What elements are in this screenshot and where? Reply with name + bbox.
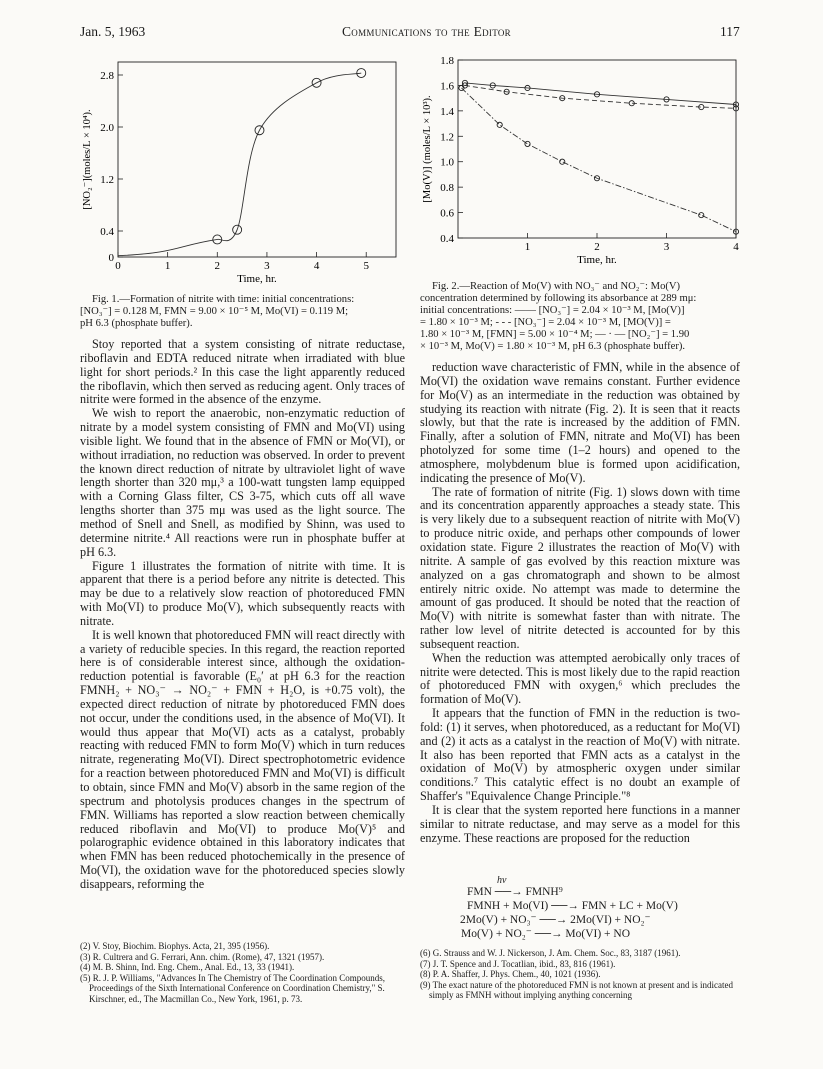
y-tick-label: 0.8 (440, 182, 454, 195)
y-tick-label: 1.2 (440, 131, 454, 144)
x-tick-label: 4 (313, 260, 320, 272)
footnote: (3) R. Cultrera and G. Ferrari, Ann. chim. (Rome), 47, 1321 (1957). (80, 951, 325, 962)
paragraph: It is well known that photoreduced FMN will react directly with a variety of reducible species. In this regard, the reaction reported here is of considerable interest since, although the oxidation-reduction potential is favorable (E₀′ at pH 6.3 for the reaction FMNH₂ + NO₃⁻ → NO₂⁻ + FMN + H₂O, is +0.75 volt), the expected direct reduction of nitrate by photoreduced FMN does not occur, under the conditions used, in the absence of Mo(VI). It would thus appear that Mo(VI) acts as a catalyst, probably reacting with reduced FMN to form Mo(V) which in turn reduces nitrate, regenerating Mo(VI). Direct spectrophotometric evidence for a reaction between photoreduced FMN and Mo(VI) is difficult to obtain, since FMN and Mo(V) absorb in the same region of the spectrum and photolysis produces changes in the spectrum of FMN. Williams has reported a slow reaction between chemically reduced riboflavin and Mo(VI) to produce Mo(V)⁵ and polarographic evidence obtained in this laboratory indicates that when FMN has been reduced photochemically in the presence of Mo(VI), the oxidation wave for the photoreduced species slowly disappears, reforming the (80, 627, 405, 891)
y-tick-label: 0.6 (440, 207, 454, 220)
figure-2-caption-line: initial concentrations: —— [NO₃⁻] = 2.04 × 10⁻³ M, [Mo(V)] (420, 305, 685, 317)
x-tick-label: 2 (594, 241, 600, 253)
page-number: 117 (720, 24, 740, 39)
y-tick-label: 1.6 (440, 80, 454, 93)
reaction-3: 2Mo(V) + NO₃⁻ ──→ 2Mo(VI) + NO₂⁻ (460, 914, 651, 926)
series-line (461, 88, 736, 232)
y-tick-label: 0.4 (440, 233, 454, 245)
figure-2-caption-line: = 1.80 × 10⁻³ M; - - - [NO₃⁻] = 2.04 × 10⁻³ M, [MO(V)] = (420, 317, 671, 329)
left-column-text (80, 338, 405, 898)
x-tick-label: 0 (115, 260, 121, 272)
footnote: (9) The exact nature of the photoreduced FMN is not known at present and is indicated simply as FMNH without implying anything concerning (420, 979, 733, 1001)
reaction-4: Mo(V) + NO₂⁻ ──→ Mo(VI) + NO (461, 928, 631, 940)
footnote: (6) G. Strauss and W. J. Nickerson, J. Am. Chem. Soc., 83, 3187 (1961). (420, 948, 681, 958)
figure-2-caption-line: concentration determined by following its absorbance at 289 mμ: (420, 293, 697, 305)
paragraph: Figure 1 illustrates the formation of nitrite with time. It is apparent that there is a period before any nitrite is detected. This may be due to a relatively slow reaction of photoreduced FMN with Mo(VI) to produce Mo(V), which subsequently reacts with nitrate. (80, 558, 405, 628)
paragraph: We wish to report the anaerobic, non-enzymatic reduction of nitrate by a model system consisting of FMN and Mo(VI) using visible light. We found that in the absence of FMN or Mo(VI), or without irradiation, no reduction was observed. In order to prevent the known direct reduction of nitrate by ultraviolet light of wave length shorter than 320 mμ,³ a 100-watt tungsten lamp equipped with a Corning Glass filter, CS 3-75, which cuts off all wave lengths shorter than 375 mμ was used as the light source. The method of Snell and Snell, as modified by Shinn, was used to determine nitrite.⁴ All reactions were run in phosphate buffer at pH 6.3. (80, 406, 405, 559)
paragraph: Stoy reported that a system consisting of nitrate reductase, riboflavin and EDTA reduced nitrate when irradiated with blue light for short periods.² In this case the light apparently reduced the riboflavin, which then served as reducing agent. Only traces of nitrite were formed in the absence of the enzyme. (80, 338, 405, 407)
paragraph: The rate of formation of nitrite (Fig. 1) slows down with time and its concentration apparently approaches a steady state. This is very likely due to a subsequent reaction of nitrite with Mo(V) to produce nitric oxide, and perhaps other compounds of lower oxidation state. Figure 2 illustrates the reaction of Mo(V) with nitrite. A sample of gas evolved by this reaction mixture was analyzed on a gas chromatograph and shown to be almost entirely nitric oxide. No attempt was made to determine the amount of gas produced. It should be noted that the reaction of Mo(V) with nitrite is somewhat faster than with nitrate. The rather low level of nitrite detected is accounted for by this subsequent reaction. (420, 484, 740, 651)
x-tick-label: 2 (214, 260, 221, 272)
data-point (497, 122, 502, 127)
reaction-2: FMNH + Mo(VI) ──→ FMN + LC + Mo(V) (467, 900, 678, 912)
footnote: (8) P. A. Shaffer, J. Phys. Chem., 40, 1021 (1936). (420, 969, 601, 980)
x-tick-label: 1 (524, 241, 531, 253)
x-axis-label: Time, hr. (237, 273, 277, 285)
footnotes-left (80, 941, 405, 1005)
paragraph: reduction wave characteristic of FMN, while in the absence of Mo(VI) the oxidation wave remains constant. Further evidence for Mo(V) as an intermediate in the reduction was obtained by studying its reaction with nitrate (Fig. 2). It is seen that it reacts slowly, but that the rate is increased by the addition of FMN. Finally, after a solution of FMN, nitrate and Mo(VI) has been photolyzed for some time (1–2 hours) and opened to the atmosphere, molybdenum blue is formed upon acidification, indicating the presence of Mo(V). (420, 361, 740, 485)
y-tick-label: 0.4 (100, 226, 114, 238)
footnote: (2) V. Stoy, Biochim. Biophys. Acta, 21, 395 (1956). (80, 941, 270, 951)
figure-2-caption-line: Fig. 2.—Reaction of Mo(V) with NO₃⁻ and NO₂⁻: Mo(V) (432, 281, 681, 292)
data-point (699, 213, 704, 218)
x-tick-label: 1 (164, 260, 171, 272)
footnote: (7) J. T. Spence and J. Tocatlian, ibid., 83, 816 (1961). (420, 958, 616, 969)
x-tick-label: 5 (363, 260, 369, 272)
x-tick-label: 3 (663, 241, 670, 253)
data-point (560, 159, 565, 164)
paragraph: It is clear that the system reported here functions in a manner similar to nitrate reductase, and may serve as a model for this enzyme. These reactions are proposed for the reduction (420, 803, 740, 845)
plot-frame (118, 62, 396, 257)
footnotes-right (420, 948, 740, 1001)
y-axis-label: [NO₂⁻](moles/L × 10⁴). (82, 109, 93, 210)
footnote: (4) M. B. Shinn, Ind. Eng. Chem., Anal. Ed., 13, 33 (1941). (80, 962, 295, 973)
figure-1-caption (80, 294, 405, 330)
figure-2-caption-line: × 10⁻³ M, Mo(V) = 1.80 × 10⁻³ M, pH 6.3 (phosphate buffer). (420, 341, 686, 353)
x-tick-label: 4 (733, 241, 739, 253)
paragraph: It appears that the function of FMN in the reduction is two-fold: (1) it serves, when photoreduced, as a reductant for Mo(VI) and (2) it acts as a catalyst in the reaction of Mo(V) with nitrate. It also has been reported that FMN acts as a catalyst in the oxidation of Mo(V) by atmospheric oxygen under similar conditions.⁷ This catalytic effect is no doubt an example of Shaffer's "Equivalence Change Principle."⁸ (420, 706, 740, 804)
x-tick-label: 3 (264, 260, 270, 272)
figure-1-caption-line: [NO₃⁻] = 0.128 M, FMN = 9.00 × 10⁻⁵ M, Mo(VI) = 0.119 M; (80, 306, 349, 318)
y-tick-label: 2.8 (100, 70, 114, 82)
paragraph: When the reduction was attempted aerobically only traces of nitrite were detected. This is most likely due to the rapid reaction of photoreduced FMN with oxygen,⁶ which precludes the formation of Mo(V). (420, 650, 740, 707)
figure-1-chart (78, 52, 408, 292)
reaction-1: FMN ──→ FMNH⁹ (467, 886, 563, 898)
plot-frame (458, 60, 736, 238)
figure-2-caption (420, 281, 738, 354)
running-head-date: Jan. 5, 1963 (80, 24, 146, 39)
x-axis-label: Time, hr. (577, 254, 617, 266)
series-line (118, 73, 361, 256)
y-tick-label: 1.4 (440, 105, 454, 118)
y-tick-label: 1.0 (440, 156, 454, 169)
right-column-text (420, 361, 740, 871)
y-tick-label: 1.8 (440, 55, 454, 67)
series-line (465, 85, 736, 108)
hv-label: hν (497, 875, 507, 886)
footnote: (5) R. J. P. Williams, "Advances In The Chemistry of The Coordination Compounds, Proceedings of the Sixth International Conference on Coordination Chemistry," S. Kirschner, ed., The Macmillan Co., New York, 1961, p. 73. (80, 972, 386, 1004)
running-head-title: Communications to the Editor (342, 24, 511, 39)
figure-2-chart (418, 50, 748, 275)
figure-1-caption-line: pH 6.3 (phosphate buffer). (80, 318, 193, 330)
y-tick-label: 0 (108, 252, 114, 264)
y-tick-label: 2.0 (100, 122, 114, 134)
figure-2-caption-line: 1.80 × 10⁻³ M, [FMN] = 5.00 × 10⁻⁴ M; — · — [NO₂⁻] = 1.90 (420, 329, 690, 341)
data-point (525, 141, 530, 146)
y-axis-label: [Mo(V)] (moles/L × 10³). (422, 95, 433, 203)
y-tick-label: 1.2 (100, 174, 114, 186)
figure-1-caption-line: Fig. 1.—Formation of nitrite with time: initial concentrations: (92, 294, 355, 305)
